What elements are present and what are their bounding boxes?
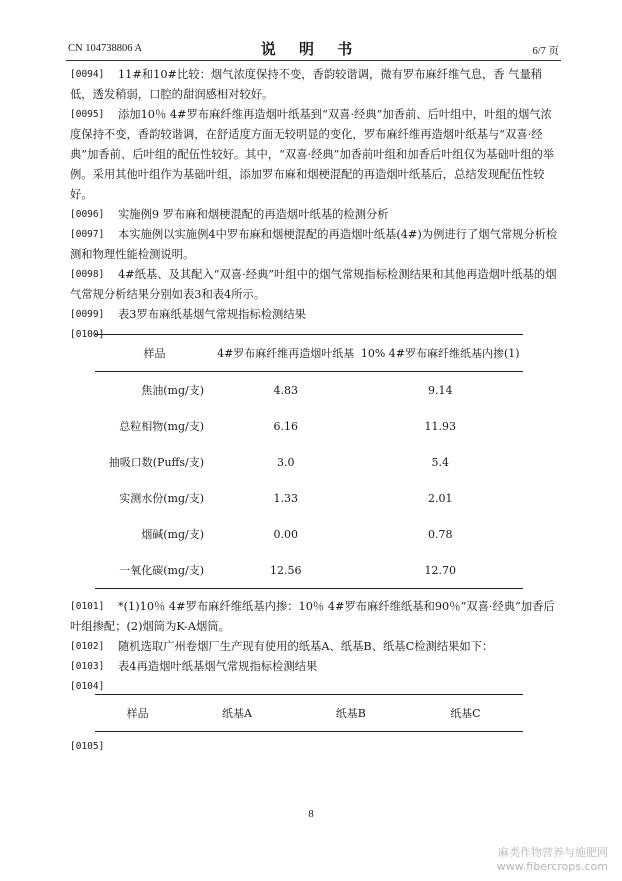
column-header: 样品 (95, 695, 180, 732)
paragraph-number: [0095] (70, 109, 105, 120)
table-row (95, 480, 523, 516)
table-3 (95, 334, 523, 589)
paragraph-number: [0105] (70, 741, 105, 752)
table-cell: 3.0 (276, 455, 295, 469)
column-header: 4#罗布麻纤维再造烟叶纸基 (214, 335, 357, 372)
paragraph-number: [0099] (70, 309, 105, 320)
table-cell: 1.33 (273, 491, 298, 505)
table-cell: 0.00 (273, 527, 298, 541)
document-title: 说 明 书 (260, 40, 362, 58)
table-cell: 12.70 (357, 552, 523, 589)
paragraph-0097 (70, 225, 562, 265)
table-row (95, 408, 523, 444)
paragraph-number: [0097] (70, 229, 105, 240)
paragraph-number: [0103] (70, 661, 105, 672)
paragraph-0102 (70, 637, 562, 657)
header-divider (66, 60, 561, 61)
row-label: 实测水份(mg/支) (119, 492, 204, 505)
paragraph-text: 本实施例以实施例4中罗布麻和烟梗混配的再造烟叶纸基(4#)为例进行了烟气常规分析检测和物理性能检测说明。 (70, 228, 558, 261)
paragraph-text: 随机选取广州卷烟厂生产现有使用的纸基A、纸基B、纸基C检测结果如下： (118, 640, 494, 653)
column-header: 纸基C (408, 695, 523, 732)
paragraph-0103 (70, 657, 562, 677)
column-header: 纸基A (180, 695, 294, 732)
paragraph-text: 实施例9 罗布麻和烟梗混配的再造烟叶纸基的检测分析 (118, 208, 389, 221)
column-header: 10% 4#罗布麻纤维纸基内掺(1) (357, 335, 523, 372)
paragraph-text: 11#和10#比较：烟气浓度保持不变，香韵较谐调，微有罗布麻纤维气息，香 气量稍低，透发稍弱，口腔的甜润感相对较好。 (70, 68, 543, 101)
table-row (95, 552, 523, 589)
table-caption: 表3罗布麻纸基烟气常规指标检测结果 (118, 308, 306, 321)
column-header: 纸基B (294, 695, 408, 732)
table-row (95, 444, 523, 480)
table-row (95, 516, 523, 552)
paragraph-0098 (70, 265, 562, 305)
table-cell: 5.4 (431, 455, 449, 469)
table-cell: 2.01 (427, 491, 453, 505)
paragraph-0101 (70, 597, 562, 637)
column-header: 样品 (95, 335, 214, 372)
paragraph-text: 添加10％ 4#罗布麻纤维再造烟叶纸基到“双喜·经典”加香前、后叶组中，叶组的烟气浓度保持不变，香韵较谐调，在舒适度方面无较明显的变化，罗布麻纤维再造烟叶纸基与“双喜·经典”加香前、后叶组的配伍性较好。其中，“双喜·经典”加香前叶组和加香后叶组仅为基础叶组的举例。采用其他叶组作为基础叶组，添加罗布麻和烟梗混配的再造烟叶纸基后，总结发现配伍性较好。 (70, 108, 555, 201)
paragraph-number: [0102] (70, 641, 105, 652)
paragraph-text: *(1)10％ 4#罗布麻纤维纸基内掺：10％ 4#罗布麻纤维纸基和90％“双喜·经典”加香后叶组掺配；(2)烟筒为K-A烟筒。 (70, 600, 555, 633)
paragraph-0095 (70, 105, 562, 205)
row-label: 抽吸口数(Puffs/支) (108, 456, 204, 469)
patent-number: CN 104738806 A (68, 43, 143, 54)
paragraph-number: [0100] (70, 329, 105, 340)
table-cell: 12.56 (214, 552, 357, 589)
paragraph-0094 (70, 65, 562, 105)
paragraph-number: [0094] (70, 69, 105, 80)
table-cell: 9.14 (427, 383, 453, 397)
table-caption: 表4再造烟叶纸基烟气常规指标检测结果 (118, 660, 318, 673)
table-cell: 0.78 (427, 527, 453, 541)
paragraph-number: [0098] (70, 269, 105, 280)
paragraph-text: 4#纸基、及其配入“双喜·经典”叶组中的烟气常规指标检测结果和其他再造烟叶纸基的烟气常规分析结果分别如表3和表4所示。 (70, 268, 557, 301)
table-row (95, 372, 523, 409)
paragraph-number: [0096] (70, 209, 105, 220)
paragraph-0096 (70, 205, 562, 225)
table-cell: 4.83 (273, 383, 298, 397)
table-4 (95, 694, 523, 732)
watermark (497, 846, 608, 874)
paragraph-number: [0101] (70, 601, 105, 612)
paragraph-number: [0104] (70, 681, 105, 692)
row-label: 焦油(mg/支) (141, 384, 204, 397)
table-header-row (95, 695, 523, 732)
row-label: 总粒相物(mg/支) (119, 420, 204, 433)
table-cell: 6.16 (273, 419, 298, 433)
watermark-title: 麻类作物营养与施肥网 (498, 846, 608, 859)
table-cell: 11.93 (424, 419, 456, 433)
table-header-row (95, 335, 523, 372)
row-label: 一氧化碳(mg/支) (95, 552, 214, 589)
paragraph-0099 (70, 305, 562, 325)
row-label: 烟碱(mg/支) (141, 528, 204, 541)
page-number: 8 (308, 808, 314, 820)
page-indicator: 6/7 页 (532, 46, 559, 57)
watermark-url: www.fibercrops.com (496, 860, 608, 873)
